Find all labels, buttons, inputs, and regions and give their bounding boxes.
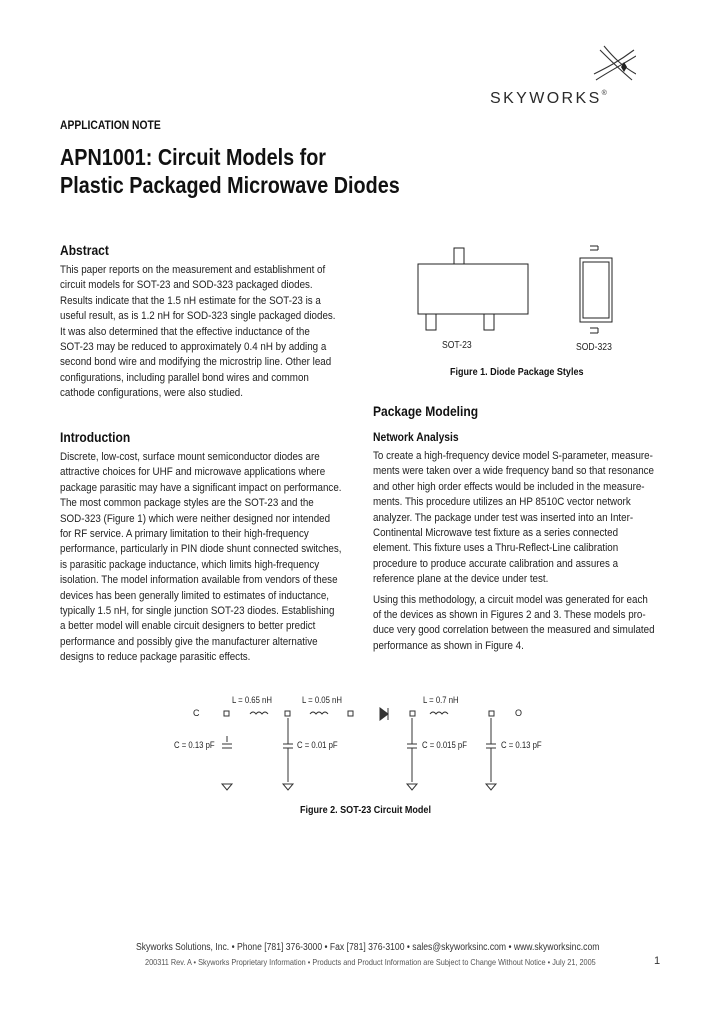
skyworks-star-icon bbox=[486, 40, 636, 92]
doc-type-label: APPLICATION NOTE bbox=[60, 118, 161, 132]
network-analysis-heading: Network Analysis bbox=[373, 430, 459, 444]
sot23-label: SOT-23 bbox=[442, 340, 472, 351]
capacitor-label-1: C = 0.13 pF bbox=[174, 740, 215, 750]
title-line-2: Plastic Packaged Microwave Diodes bbox=[60, 172, 400, 198]
port-right-label: O bbox=[515, 708, 523, 718]
page-title bbox=[60, 143, 455, 199]
inductor-label-3: L = 0.7 nH bbox=[423, 695, 459, 705]
sod323-label: SOD-323 bbox=[576, 342, 612, 353]
capacitor-label-4: C = 0.13 pF bbox=[501, 740, 542, 750]
inductor-label-1: L = 0.65 nH bbox=[232, 695, 272, 705]
abstract-body: This paper reports on the measurement and establishment of circuit models for SOT-23 and SOD-323 packaged diodes. Results indicate that the 1.5 nH estimate for the SOT-23 is a useful result, as is 1.2 nH for SOD-323 single packaged diodes. It was also determined that the effective inductance of the SOT-23 may be reduced to approximately 0.4 nH by adding a second bond wire and modifying the microstrip line. Other lead configurations, including parallel bond wires and common cathode configurations, were also studied. bbox=[60, 264, 336, 400]
package-modeling-body: To create a high-frequency device model S-parameter, measure- ments were taken over a wide frequency band so that resonance and other high order effects would be included in the measure- ments. This procedure utilizes an HP 8510C vector network analyzer. The package under test was inserted into an Inter- Continental Microwave test fixture as a series connected element. This fixture uses a Thru-Reflect-Line calibration procedure to produce accurate calibration and assures a reference plane at the device under test. Using this methodology, a circuit model was generated for each of the devices as shown in Figures 2 and 3. These models pro- duce very good correlation between the measured and simulated performance as shown in Figure 4. bbox=[373, 450, 655, 652]
footer-contact-line: Skyworks Solutions, Inc. • Phone [781] 376-3000 • Fax [781] 376-3100 • sales@skyworksinc.com • www.skyworksinc.com bbox=[136, 942, 600, 953]
capacitor-label-3: C = 0.015 pF bbox=[422, 740, 467, 750]
figure-2 bbox=[174, 690, 560, 820]
port-left-label: C bbox=[193, 708, 200, 718]
abstract-heading: Abstract bbox=[60, 242, 109, 258]
page-number: 1 bbox=[654, 955, 661, 967]
figure-2-caption: Figure 2. SOT-23 Circuit Model bbox=[300, 804, 431, 816]
inductor-label-2: L = 0.05 nH bbox=[302, 695, 342, 705]
footer-legal-line: 200311 Rev. A • Skyworks Proprietary Information • Products and Product Information are Subject to Change Without Notice • July 21, 2005 bbox=[145, 957, 596, 967]
capacitor-label-2: C = 0.01 pF bbox=[297, 740, 338, 750]
introduction-body: Discrete, low-cost, surface mount semiconductor diodes are attractive choices for UHF and microwave applications where package parasitic may have a significant impact on performance. The most common package styles are the SOT-23 and the SOD-323 (Figure 1) which were neither designed nor intended for RF service. A primary limitation to their high-frequency performance, particularly in PIN diode shunt connected switches, is parasitic package inductance, which limits high-frequency isolation. The model information available from vendors of these devices has been generally limited to estimates of inductance, typically 1.5 nH, for single junction SOT-23 diodes. Establishing a better model will enable circuit designers to better predict performance and possibly give the manufacturer alternative designs to reduce package parasitic effects. bbox=[60, 451, 342, 664]
title-line-1: APN1001: Circuit Models for bbox=[60, 144, 326, 170]
brand-name: SKYWORKS bbox=[490, 90, 602, 107]
package-modeling-heading: Package Modeling bbox=[373, 403, 479, 419]
trademark-mark: ® bbox=[601, 90, 610, 97]
figure-1 bbox=[400, 240, 640, 380]
diode-package-drawing bbox=[400, 240, 640, 350]
skyworks-logo bbox=[486, 40, 636, 112]
figure-1-caption: Figure 1. Diode Package Styles bbox=[450, 366, 584, 378]
introduction-heading: Introduction bbox=[60, 429, 131, 445]
